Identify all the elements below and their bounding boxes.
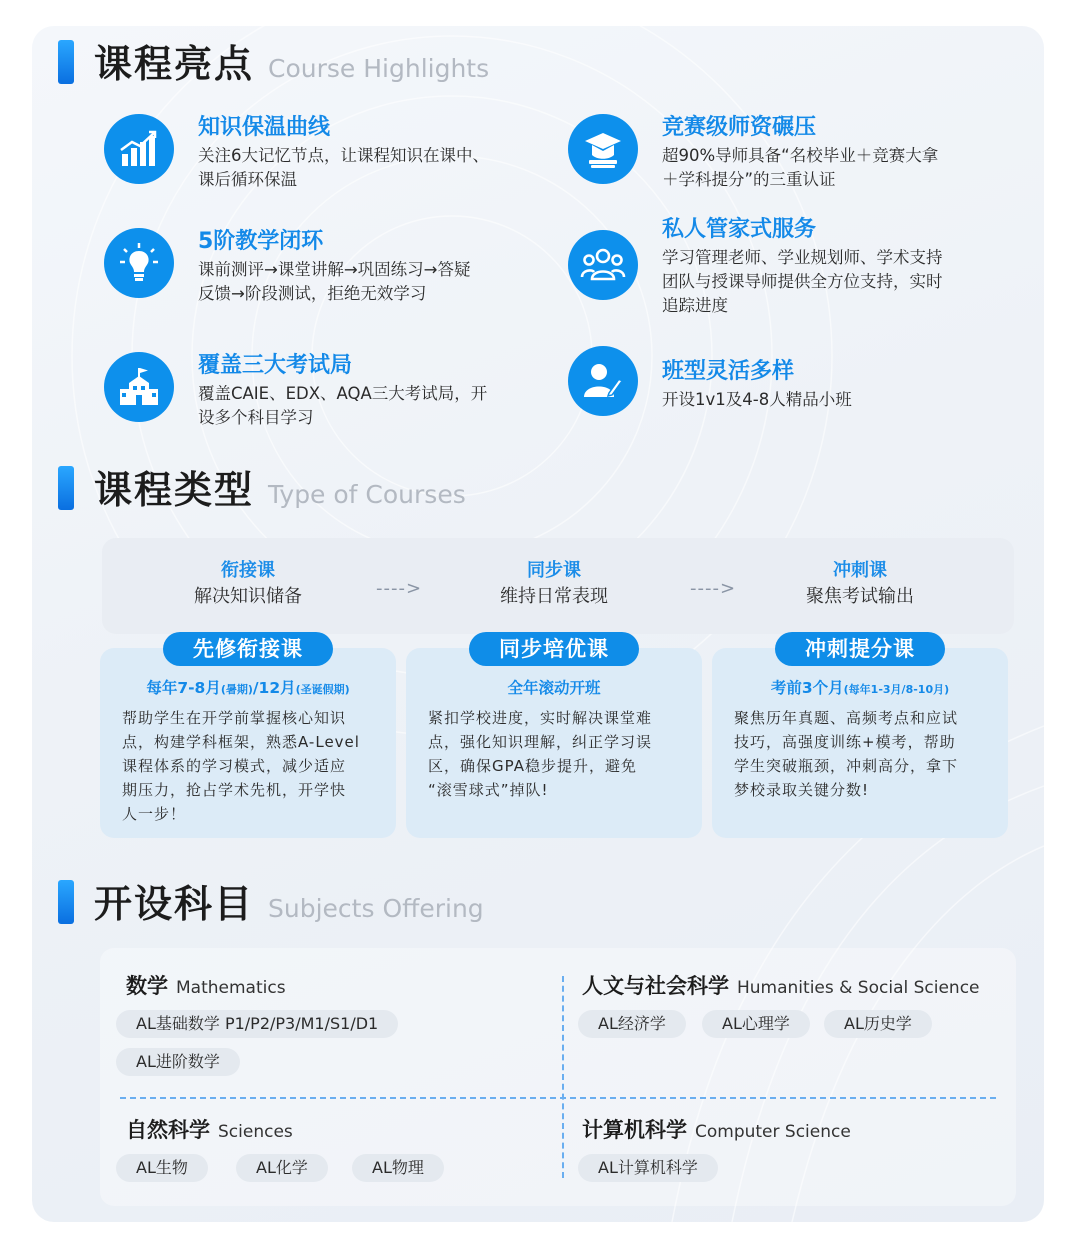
course-desc: 紧扣学校进度，实时解决课堂难 点，强化知识理解，纠正学习误 区，确保GPA稳步提升，避免 “滚雪球式”掉队!	[428, 709, 653, 799]
page	[32, 26, 1044, 1222]
section-header-subjects	[58, 878, 484, 926]
section-title: 课程亮点	[94, 42, 255, 86]
subject-group-title: 人文与社会科学 Humanities & Social Science	[582, 974, 980, 998]
highlight-title: 竞赛级师资碾压	[662, 115, 817, 140]
flow-step: 同步课 维持日常表现	[500, 560, 608, 607]
subject-tag: AL计算机科学	[578, 1154, 718, 1182]
subject-tag: AL进阶数学	[116, 1048, 240, 1076]
subject-tag: AL历史学	[824, 1010, 932, 1038]
course-card	[712, 648, 1008, 838]
course-pill: 先修衔接课	[163, 632, 333, 666]
highlight-item	[568, 114, 1038, 192]
highlight-desc: 覆盖CAIE、EDX、AQA三大考试局，开 设多个科目学习	[198, 384, 488, 427]
subject-group-title: 自然科学 Sciences	[126, 1118, 293, 1142]
flow-step: 冲刺课 聚焦考试输出	[806, 560, 914, 607]
highlight-desc: 学习管理老师、学业规划师、学术支持 团队与授课导师提供全方位支持，实时 追踪进度	[662, 248, 943, 315]
subject-group-title: 计算机科学 Computer Science	[582, 1118, 851, 1142]
highlight-title: 私人管家式服务	[662, 217, 817, 242]
course-period: 全年滚动开班	[507, 679, 601, 697]
arrow-right-icon: ---->	[376, 578, 423, 599]
highlight-title: 知识保温曲线	[198, 115, 331, 140]
section-accent-bar	[58, 466, 74, 510]
chart-up-icon	[104, 114, 174, 184]
team-icon	[568, 230, 638, 300]
lightbulb-icon	[104, 228, 174, 298]
subject-group-title: 数学 Mathematics	[126, 974, 286, 998]
section-accent-bar	[58, 40, 74, 84]
graduation-cap-icon	[568, 114, 638, 184]
subject-tag: AL生物	[116, 1154, 208, 1182]
subject-tag: AL经济学	[578, 1010, 686, 1038]
highlight-item	[104, 114, 544, 192]
subject-tag: AL物理	[352, 1154, 444, 1182]
section-title: 开设科目	[94, 882, 255, 926]
school-building-icon	[104, 352, 174, 422]
subjects-panel	[100, 948, 1016, 1206]
subject-tag: AL化学	[236, 1154, 328, 1182]
subject-tag: AL心理学	[702, 1010, 810, 1038]
highlight-item	[104, 228, 544, 306]
divider-horizontal	[120, 1097, 996, 1099]
course-desc: 帮助学生在开学前掌握核心知识 点，构建学科框架，熟悉A-Level 课程体系的学习模式，减少适应 期压力，抢占学术先机，开学快 人一步！	[122, 709, 360, 823]
highlight-title: 覆盖三大考试局	[198, 353, 353, 378]
course-pill: 冲刺提分课	[775, 632, 945, 666]
course-period: 考前3个月(每年1-3月/8-10月)	[770, 679, 950, 697]
course-flow	[102, 538, 1014, 634]
highlight-title: 5阶教学闭环	[198, 229, 324, 254]
course-pill: 同步培优课	[469, 632, 639, 666]
arrow-right-icon: ---->	[690, 578, 737, 599]
subject-tag: AL基础数学 P1/P2/P3/M1/S1/D1	[116, 1010, 398, 1038]
section-title: 课程类型	[94, 468, 255, 512]
highlight-item	[104, 352, 544, 430]
highlight-desc: 关注6大记忆节点，让课程知识在课中、 课后循环保温	[198, 146, 489, 189]
highlight-item	[568, 346, 1038, 416]
flow-step: 衔接课 解决知识储备	[194, 560, 302, 607]
section-accent-bar	[58, 880, 74, 924]
section-header-highlights	[58, 38, 489, 86]
highlight-title: 班型灵活多样	[662, 359, 795, 384]
highlight-item	[568, 216, 1038, 318]
course-card	[406, 648, 702, 838]
divider-vertical	[562, 976, 564, 1178]
highlight-desc: 超90%导师具备“名校毕业＋竞赛大拿 ＋学科提分”的三重认证	[662, 146, 939, 189]
section-subtitle: Subjects Offering	[268, 894, 484, 923]
section-subtitle: Type of Courses	[268, 480, 466, 509]
course-card	[100, 648, 396, 838]
highlight-desc: 课前测评→课堂讲解→巩固练习→答疑 反馈→阶段测试，拒绝无效学习	[198, 260, 471, 303]
section-header-types	[58, 464, 466, 512]
section-subtitle: Course Highlights	[268, 54, 490, 83]
course-period: 每年7-8月(暑期)/12月(圣诞假期)	[146, 679, 350, 697]
highlight-desc: 开设1v1及4-8人精品小班	[662, 390, 852, 409]
course-desc: 聚焦历年真题、高频考点和应试 技巧，高强度训练+模考，帮助 学生突破瓶颈，冲刺高分，拿下 梦校录取关键分数!	[734, 709, 959, 799]
person-edit-icon	[568, 346, 638, 416]
